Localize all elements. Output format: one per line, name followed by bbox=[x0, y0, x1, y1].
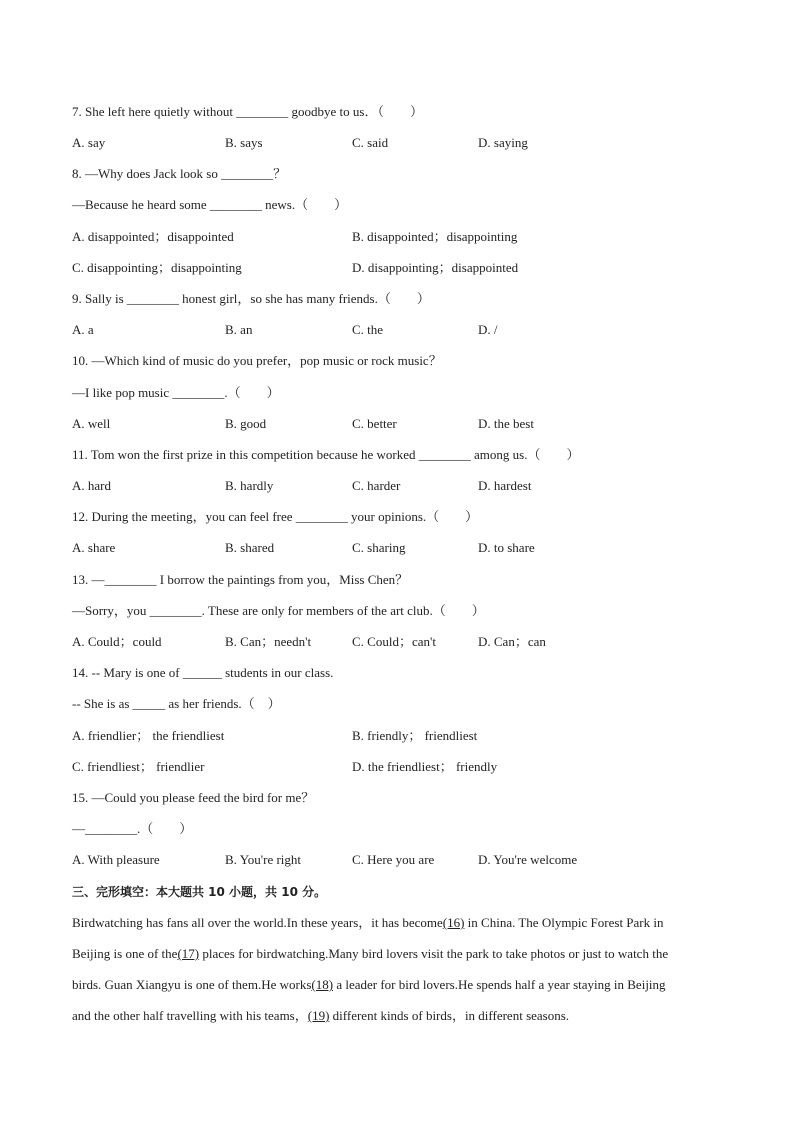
option-c: C. better bbox=[352, 416, 397, 431]
option-a: A. disappointed；disappointed bbox=[72, 229, 234, 244]
option-d: D. saying bbox=[478, 135, 528, 150]
question-14-reply: -- She is as _____ as her friends.（ ） bbox=[72, 696, 281, 711]
option-c: C. disappointing；disappointing bbox=[72, 260, 242, 275]
option-a: A. hard bbox=[72, 478, 111, 493]
option-a: A. a bbox=[72, 322, 94, 337]
option-b: B. Can；needn't bbox=[225, 634, 312, 649]
question-8-reply: —Because he heard some ________ news.（ ） bbox=[72, 197, 348, 212]
option-d: D. You're welcome bbox=[478, 852, 578, 867]
option-b: B. an bbox=[225, 322, 253, 337]
question-12-options bbox=[72, 540, 732, 556]
question-13-reply: —Sorry，you ________. These are only for members of the art club.（ ） bbox=[72, 603, 485, 618]
question-12-stem: 12. During the meeting，you can feel free ________ your opinions.（ ） bbox=[72, 509, 479, 524]
blank-19: (19) bbox=[307, 1008, 330, 1023]
option-c: C. Could；can't bbox=[352, 634, 436, 649]
option-b: B. friendly； friendliest bbox=[352, 728, 478, 743]
passage-text: birds. Guan Xiangyu is one of them.He works bbox=[72, 977, 312, 992]
option-a: A. well bbox=[72, 416, 111, 431]
passage-line bbox=[72, 1008, 722, 1024]
passage-text: Beijing is one of the bbox=[72, 946, 178, 961]
option-a: A. share bbox=[72, 540, 116, 555]
option-b: B. hardly bbox=[225, 478, 274, 493]
question-9-options bbox=[72, 322, 732, 338]
question-7-options bbox=[72, 135, 732, 151]
question-14-options-row1 bbox=[72, 728, 732, 744]
passage-line bbox=[72, 946, 722, 962]
option-a: A. Could；could bbox=[72, 634, 162, 649]
option-a: A. friendlier； the friendliest bbox=[72, 728, 225, 743]
blank-18: (18) bbox=[311, 977, 334, 992]
section-heading: 三、完形填空：本大题共 10 小题，共 10 分。 bbox=[72, 885, 327, 899]
option-c: C. friendliest； friendlier bbox=[72, 759, 205, 774]
question-8-options-row1 bbox=[72, 229, 732, 245]
option-c: C. said bbox=[352, 135, 389, 150]
passage-text: different kinds of birds，in different seasons. bbox=[329, 1008, 570, 1023]
option-b: B. disappointed；disappointing bbox=[352, 229, 518, 244]
question-15-options bbox=[72, 852, 732, 868]
question-10-reply: —I like pop music ________.（ ） bbox=[72, 385, 280, 400]
option-b: B. says bbox=[225, 135, 263, 150]
passage-line bbox=[72, 977, 722, 993]
passage-line bbox=[72, 915, 722, 931]
question-8-options-row2 bbox=[72, 260, 732, 276]
passage-text: Birdwatching has fans all over the world.In these years，it has become bbox=[72, 915, 443, 930]
passage-text: in China. The Olympic Forest Park in bbox=[464, 915, 664, 930]
option-a: A. With pleasure bbox=[72, 852, 160, 867]
option-d: D. / bbox=[478, 322, 498, 337]
option-a: A. say bbox=[72, 135, 106, 150]
passage-text: a leader for bird lovers.He spends half a year staying in Beijing bbox=[333, 977, 666, 992]
question-11-stem: 11. Tom won the first prize in this competition because he worked ________ among us.（ ） bbox=[72, 447, 580, 462]
option-b: B. good bbox=[225, 416, 267, 431]
question-7-stem: 7. She left here quietly without ________ goodbye to us．（ ） bbox=[72, 104, 423, 119]
option-c: C. Here you are bbox=[352, 852, 435, 867]
question-10-stem: 10. —Which kind of music do you prefer，pop music or rock music？ bbox=[72, 353, 442, 368]
passage-text: places for birdwatching.Many bird lovers visit the park to take photos or just to watch the bbox=[199, 946, 669, 961]
blank-17: (17) bbox=[177, 946, 200, 961]
question-15-stem: 15. —Could you please feed the bird for me？ bbox=[72, 790, 315, 805]
option-b: B. You're right bbox=[225, 852, 302, 867]
question-13-stem: 13. —________ I borrow the paintings from you，Miss Chen？ bbox=[72, 572, 409, 587]
option-b: B. shared bbox=[225, 540, 275, 555]
question-9-stem: 9. Sally is ________ honest girl，so she has many friends.（ ） bbox=[72, 291, 430, 306]
option-d: D. hardest bbox=[478, 478, 532, 493]
option-d: D. disappointing；disappointed bbox=[352, 260, 519, 275]
option-d: D. to share bbox=[478, 540, 535, 555]
blank-16: (16) bbox=[442, 915, 465, 930]
option-c: C. sharing bbox=[352, 540, 406, 555]
option-c: C. the bbox=[352, 322, 384, 337]
question-8-stem: 8. —Why does Jack look so ________？ bbox=[72, 166, 287, 181]
question-13-options bbox=[72, 634, 732, 650]
question-14-stem: 14. -- Mary is one of ______ students in our class. bbox=[72, 665, 334, 680]
question-14-options-row2 bbox=[72, 759, 732, 775]
option-d: D. Can；can bbox=[478, 634, 546, 649]
option-d: D. the best bbox=[478, 416, 534, 431]
question-10-options bbox=[72, 416, 732, 432]
option-d: D. the friendliest； friendly bbox=[352, 759, 498, 774]
question-15-reply: —________.（ ） bbox=[72, 821, 193, 836]
question-11-options bbox=[72, 478, 732, 494]
passage-text: and the other half travelling with his teams， bbox=[72, 1008, 308, 1023]
option-c: C. harder bbox=[352, 478, 401, 493]
